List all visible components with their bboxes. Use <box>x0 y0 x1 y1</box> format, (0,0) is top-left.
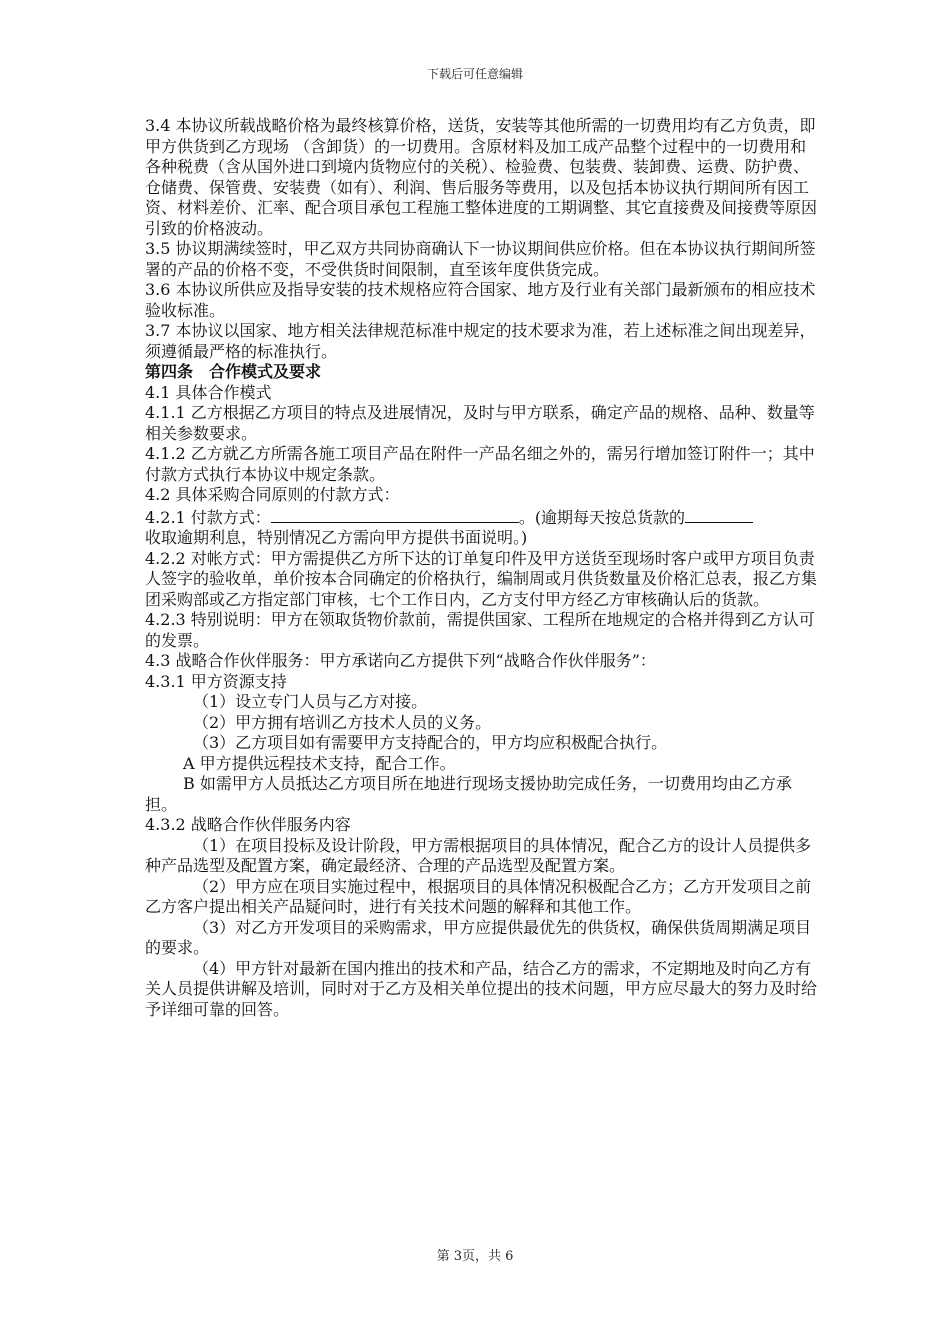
clause-4-1: 4.1 具体合作模式 <box>145 382 272 402</box>
clause-4-3-1: 4.3.1 甲方资源支持 <box>145 671 287 691</box>
overdue-rate-blank <box>685 506 753 523</box>
clause-3-4: 3.4 本协议所载战略价格为最终核算价格，送货，安装等其他所需的一切费用均有乙方负责，即 甲方供货到乙方现场 （含卸货）的一切费用。含原材料及加工成产品整个过程中的一切费用和各种税费（含从国外进口到境内货物应付的关税）、检验费、包装费、装卸费、运费、防护费、仓储费、保管费、安装费（如有）、利润、售后服务等费用，以及包括本协议执行期间所有因工资、材料差价、汇率、配合项目承包工程施工整体进度的工期调整、其它直接费及间接费等原因引致的价格波动。 <box>145 116 818 238</box>
overdue-rate-text: 。(逾期每天按总货款的 <box>518 507 686 527</box>
clause-3-7: 3.7 本协议以国家、地方相关法律规范标准中规定的技术要求为准，若上述标准之间出现差异，须遵循最严格的标准执行。 <box>145 321 816 361</box>
clause-3-5: 3.5 协议期满续签时，甲乙双方共同协商确认下一协议期间供应价格。但在本协议执行期间所签署的产品的价格不变，不受供货时间限制，直至该年度供货完成。 <box>145 239 816 279</box>
clause-4-1-1: 4.1.1 乙方根据乙方项目的特点及进展情况，及时与甲方联系，确定产品的规格、品种、数量等相关参数要求。 <box>145 403 815 443</box>
list-item: （3）乙方项目如有需要甲方支持配合的，甲方均应积极配合执行。 <box>193 733 668 752</box>
list-item: （2）甲方应在项目实施过程中，根据项目的具体情况积极配合乙方；乙方开发项目之前乙方客户提出相关产品疑问时，进行有关技术问题的解释和其他工作。 <box>145 876 812 916</box>
list-item: （4）甲方针对最新在国内推出的技术和产品，结合乙方的需求，不定期地及时向乙方有关人员提供讲解及培训，同时对于乙方及相关单位提出的技术问题，甲方应尽最大的努力及时给予详细可靠的回答。 <box>145 958 818 1019</box>
clause-4-2: 4.2 具体采购合同原则的付款方式： <box>145 485 400 504</box>
clause-4-1-2: 4.1.2 乙方就乙方所需各施工项目产品在附件一产品名细之外的，需另行增加签订附件一；其中付款方式执行本协议中规定条款。 <box>145 444 815 484</box>
page-header-note: 下载后可任意编辑 <box>426 67 523 81</box>
clause-4-2-3: 4.2.3 特别说明：甲方在领取货物价款前，需提供国家、工程所在地规定的合格并得到乙方认可的发票。 <box>145 610 815 650</box>
clause-4-2-2: 4.2.2 对帐方式：甲方需提供乙方所下达的订单复印件及甲方送货至现场时客户或甲方项目负责人签字的验收单，单价按本合同确定的价格执行，编制周或月供货数量及价格汇总表，报乙方集团采购部或乙方指定部门审核，七个工作日内，乙方支付甲方经乙方审核确认后的货款。 <box>145 548 818 609</box>
clause-4-2-1 <box>145 506 817 529</box>
article-4-heading: 第四条 合作模式及要求 <box>145 362 322 381</box>
payment-method-label: 4.2.1 付款方式： <box>145 507 271 527</box>
clause-3-6: 3.6 本协议所供应及指导安装的技术规格应符合国家、地方及行业有关部门最新颁布的相应技术验收标准。 <box>145 280 816 320</box>
page-number: 第 3页，共 6 <box>436 1249 514 1264</box>
clause-4-3-2: 4.3.2 战略合作伙伴服务内容 <box>145 815 351 834</box>
list-item: （2）甲方拥有培训乙方技术人员的义务。 <box>193 712 492 732</box>
clause-4-3: 4.3 战略合作伙伴服务：甲方承诺向乙方提供下列“战略合作伙伴服务”： <box>145 651 656 670</box>
list-item: （3）对乙方开发项目的采购需求，甲方应提供最优先的供货权，确保供货周期满足项目的要求。 <box>145 917 812 957</box>
list-item: （1）设立专门人员与乙方对接。 <box>193 692 428 711</box>
document-body <box>145 116 817 1020</box>
clause-4-2-1-cont: 收取逾期利息，特别情况乙方需向甲方提供书面说明。) <box>145 528 528 547</box>
list-item: （1）在项目投标及设计阶段，甲方需根据项目的具体情况，配合乙方的设计人员提供多种产品选型及配置方案，确定最经济、合理的产品选型及配置方案。 <box>145 835 812 875</box>
payment-method-blank <box>271 506 519 523</box>
list-item: A 甲方提供远程技术支持，配合工作。 <box>183 753 456 773</box>
list-item: B 如需甲方人员抵达乙方项目所在地进行现场支援协助完成任务，一切费用均由乙方承担。 <box>145 774 792 814</box>
